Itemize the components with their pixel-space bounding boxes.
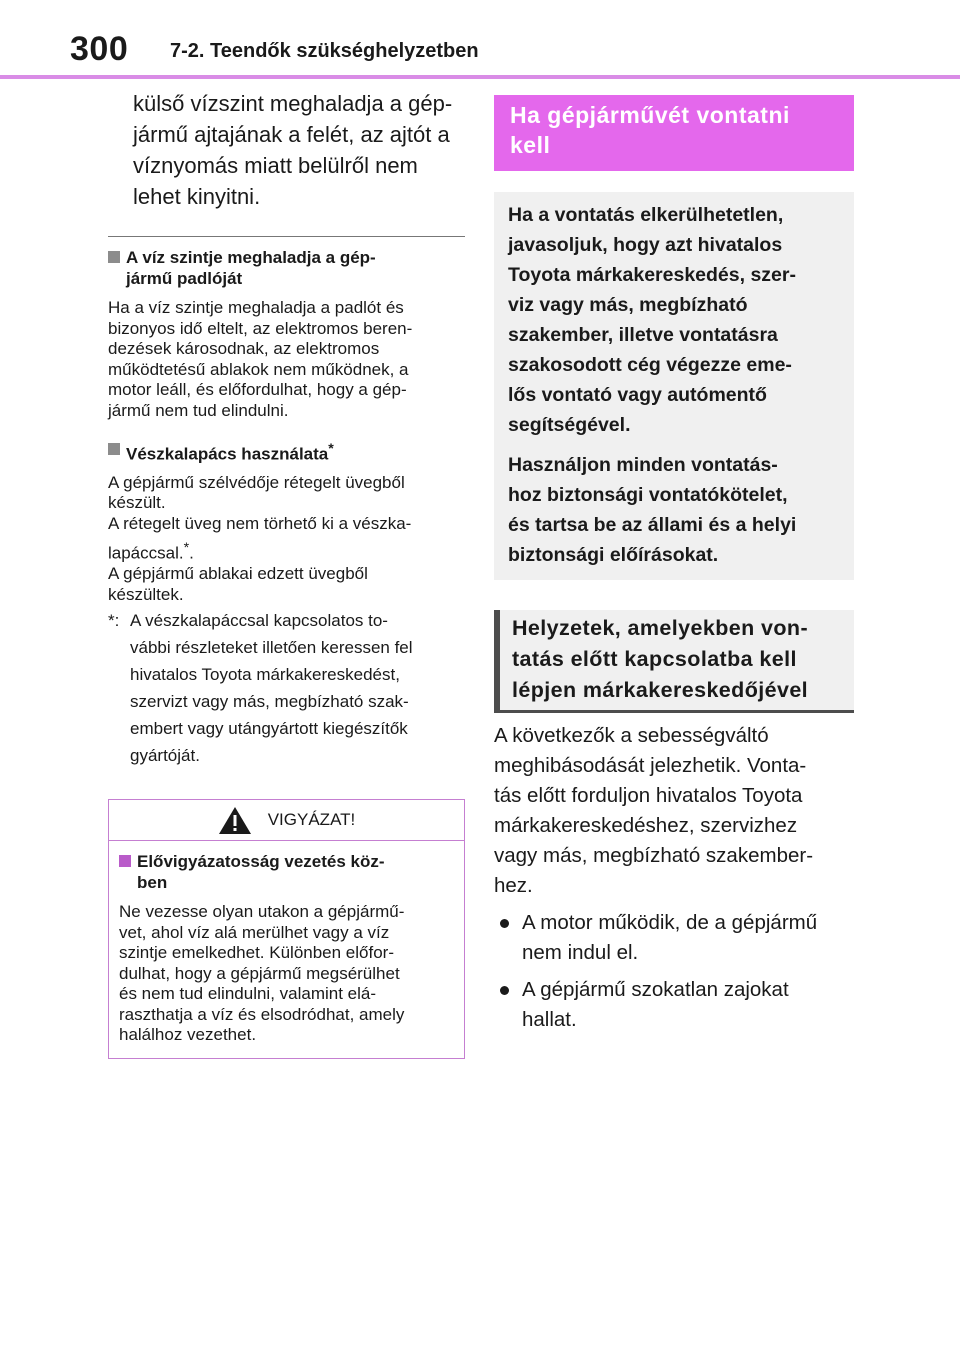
header-rule [0, 75, 960, 79]
towing-info-box [494, 192, 854, 580]
heading-line: jármű padlóját [126, 269, 243, 288]
intro-line: jármű ajtajának a felét, az ajtót a [133, 122, 450, 147]
body-line-text: lapáccsal. [108, 543, 184, 563]
body-line: Ha a víz szintje meghaladja a padlót és [108, 298, 404, 317]
info-line: Toyota márkakereskedés, szer- [508, 264, 796, 286]
page-header [0, 0, 960, 80]
info-line: viz vagy más, megbízható [508, 294, 748, 316]
body-line [108, 538, 465, 564]
warning-title: VIGYÁZAT! [267, 810, 356, 830]
list-line: A gépjármű szokatlan zajokat [522, 978, 789, 1001]
body-line: jármű nem tud elindulni. [108, 400, 289, 420]
text-line: hez. [494, 874, 533, 897]
info-line: javasoljuk, hogy azt hivatalos [508, 234, 783, 256]
towing-title-band [494, 95, 854, 171]
info-line: segítségével. [508, 414, 631, 436]
footnote-line: A vészkalapáccsal kapcsolatos to- [130, 611, 388, 631]
footnote-line: vábbi részleteket illetően keressen fel [130, 638, 413, 658]
warning-header [109, 800, 464, 841]
body-line: dezések károsodnak, az elektromos [108, 339, 380, 358]
info-line: Ha a vontatás elkerülhetetlen, [508, 204, 784, 226]
body-line: A gépjármű ablakai edzett üvegből [108, 564, 368, 584]
text-line: meghibásodását jelezhetik. Vonta- [494, 754, 807, 777]
info-paragraph [508, 450, 840, 570]
text-line: márkakereskedéshez, szervizhez [494, 814, 798, 837]
warning-triangle-icon [218, 805, 252, 835]
divider [108, 236, 465, 237]
list-line: A motor működik, de a gépjármű [522, 911, 818, 934]
heading-text: Vészkalapács használata [126, 444, 329, 464]
heading-line: A víz szintje meghaladja a gép- [126, 248, 376, 267]
footnote-line: embert vagy utángyártott kiegészítők [130, 719, 408, 739]
list-line: hallat. [522, 1008, 577, 1031]
heading-line: tatás előtt kapcsolatba kell [512, 647, 797, 671]
list-line: nem indul el. [522, 941, 639, 964]
asterisk-mark: * [183, 540, 190, 557]
footnote-mark: *: [108, 611, 120, 631]
water-level-section [108, 247, 465, 421]
body-line: vet, ahol víz alá merülhet vagy a víz [119, 922, 390, 942]
body-line: halálhoz vezethet. [119, 1025, 257, 1045]
body-line: készült. [108, 493, 166, 513]
body-line: dulhat, hogy a gépjármű megsérülhet [119, 963, 400, 983]
footnote-line: gyártóját. [130, 746, 200, 766]
body-line: és nem tud elindulni, valamint elá- [119, 984, 377, 1004]
list-item [494, 975, 854, 1035]
section-title: 7-2. Teendők szükséghelyzetben [170, 40, 479, 62]
water-level-heading [108, 247, 465, 289]
info-line: Használjon minden vontatás- [508, 454, 778, 476]
transmission-text [494, 721, 854, 901]
warning-box [108, 799, 465, 1059]
square-bullet-icon [108, 251, 120, 263]
hammer-body [108, 473, 465, 606]
info-line: hoz biztonsági vontatókötelet, [508, 484, 788, 506]
body-line: A rétegelt üveg nem törhető ki a vészka- [108, 513, 412, 533]
bullet-icon [494, 975, 522, 1035]
square-bullet-icon [108, 443, 120, 455]
intro-line: víznyomás miatt belülről nem [133, 153, 418, 178]
intro-text [133, 88, 465, 212]
hammer-section [108, 439, 465, 769]
body-line: raszthatja a víz és elsodródhat, amely [119, 1004, 405, 1024]
body-line: működtetésű ablakok nem működnek, a [108, 359, 409, 379]
band-line: kell [510, 132, 551, 158]
footnote [108, 607, 465, 769]
heading-line: Helyzetek, amelyekben von- [512, 616, 808, 640]
symptom-list [494, 908, 854, 1035]
page-number: 300 [70, 30, 129, 68]
heading-line: Elővigyázatosság vezetés köz- [137, 852, 385, 872]
left-column [108, 88, 465, 1059]
intro-line: külső vízszint meghaladja a gép- [133, 91, 453, 116]
heading-line: ben [137, 873, 168, 893]
hammer-heading [108, 439, 465, 465]
bullet-icon [494, 908, 522, 968]
list-item [494, 908, 854, 968]
warning-content [109, 841, 464, 1058]
info-line: szakosodott cég végezze eme- [508, 354, 792, 376]
intro-line: lehet kinyitni. [133, 184, 261, 209]
footnote-line: szervizt vagy más, megbízható szak- [130, 692, 409, 712]
body-line: szintje emelkedhet. Különben előfor- [119, 943, 394, 963]
info-line: biztonsági előírásokat. [508, 544, 719, 566]
text-line: A következők a sebességváltó [494, 724, 769, 747]
band-line: Ha gépjárművét vontatni [510, 102, 790, 128]
info-paragraph [508, 200, 840, 440]
right-column [494, 95, 854, 1035]
body-line-end: . [189, 543, 194, 563]
body-line: A gépjármű szélvédője rétegelt üvegből [108, 472, 405, 492]
body-line: motor leáll, és előfordulhat, hogy a gép- [108, 380, 407, 399]
text-line: tás előtt forduljon hivatalos Toyota [494, 784, 803, 807]
heading-line: lépjen márkakereskedőjével [512, 678, 809, 702]
body-line: Ne vezesse olyan utakon a gépjármű- [119, 902, 405, 922]
asterisk-mark: * [328, 441, 334, 457]
square-bullet-icon [119, 855, 131, 867]
warning-body-text [119, 902, 454, 1046]
dealer-contact-heading [494, 610, 854, 713]
text-line: vagy más, megbízható szakember- [494, 844, 814, 867]
info-line: lős vontató vagy autómentő [508, 384, 767, 406]
body-line: bizonyos idő eltelt, az elektromos beren- [108, 318, 413, 338]
warning-subheading [119, 851, 454, 893]
info-line: és tartsa be az állami és a helyi [508, 514, 797, 536]
body-line: készültek. [108, 584, 184, 604]
info-line: szakember, illetve vontatásra [508, 324, 778, 346]
footnote-line: hivatalos Toyota márkakereskedést, [130, 665, 400, 685]
water-level-body [108, 298, 465, 421]
